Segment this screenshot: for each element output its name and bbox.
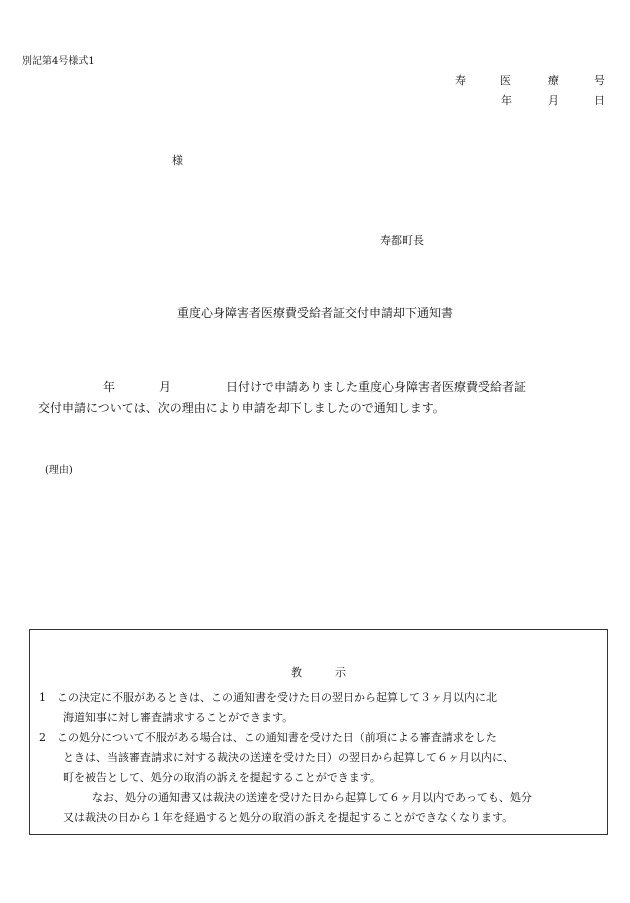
date-month: 月: [548, 94, 559, 107]
notice-line: 海道知事に対し審査請求することができます。: [63, 711, 294, 724]
notice-line: ときは、当該審査請求に対する裁決の送達を受けた日）の翌日から起算して６ヶ月以内に、: [63, 751, 514, 764]
notice-line: 2 この処分について不服がある場合は、この通知書を受けた日（前項による審査請求をした: [39, 731, 497, 744]
doc-number-prefix: 寿: [455, 74, 466, 87]
notice-line: 1 この決定に不服があるときは、この通知書を受けた日の翌日から起算して３ヶ月以内に北: [39, 691, 497, 704]
date-day: 日: [594, 94, 605, 107]
notice-title: 教 示: [291, 666, 346, 679]
notice-line: なお、処分の通知書又は裁決の送達を受けた日から起算して６ヶ月以内であっても、処分: [92, 791, 532, 804]
form-id: 別記第4号様式1: [22, 56, 95, 67]
document-title: 重度心身障害者医療費受給者証交付申請却下通知書: [176, 306, 453, 320]
body-year: 年: [103, 380, 116, 394]
date-year: 年: [501, 94, 512, 107]
notice-line: 町を被告として、処分の取消の訴えを提起することができます。: [63, 771, 381, 784]
body-text-line2: 交付申請については、次の理由により申請を却下しましたので通知します。: [38, 401, 445, 415]
doc-number-suffix: 号: [594, 74, 605, 87]
doc-number-char: 医: [500, 74, 511, 87]
body-text-line1: 日付けで申請ありました重度心身障害者医療費受給者証: [226, 380, 527, 394]
doc-number-char: 療: [548, 74, 559, 87]
issuer-name: 寿都町長: [380, 234, 424, 247]
notice-box: [29, 629, 608, 835]
body-month: 月: [159, 380, 172, 394]
addressee-honorific: 様: [172, 154, 183, 167]
notice-line: 又は裁決の日から１年を経過すると処分の取消の訴えを提起することができなくなります。: [63, 811, 514, 824]
reason-label: (理由): [45, 465, 73, 476]
